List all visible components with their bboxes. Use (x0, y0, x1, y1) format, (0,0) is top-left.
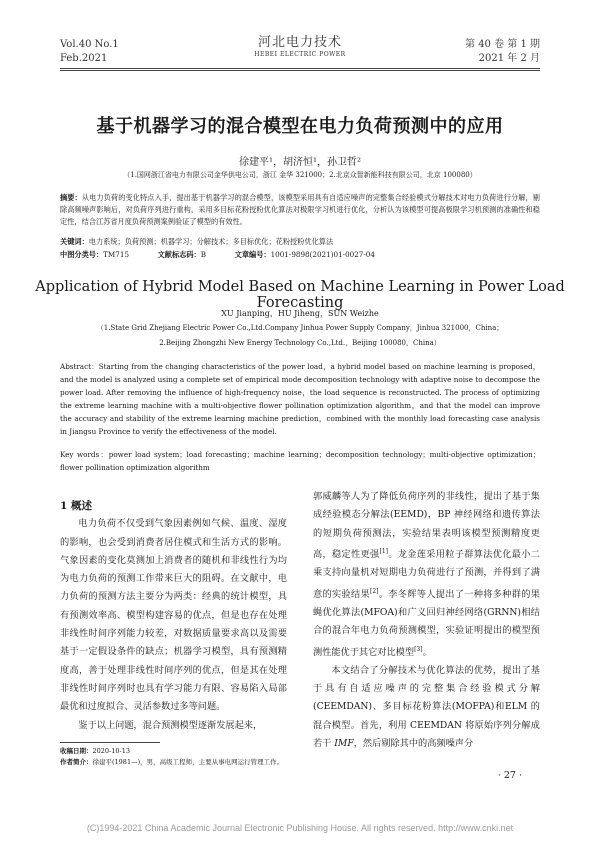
abstract-en (60, 360, 540, 438)
body-paragraph: 鉴于以上问题，混合预测模型逐渐发展起来， (78, 719, 263, 731)
keywords-en-text: power load system；load forecasting；machine learning；decomposition technology；multi-objective optimization；flower pollination optimization algorithm (60, 450, 540, 472)
header-rule (60, 68, 540, 69)
abstract-cn-text: 从电力负荷的变化特点入手，提出基于机器学习的混合模型，该模型采用具有自适应噪声的完整集合经验模式分解技术对电力负荷进行分解，剔除高频噪声影响后，对负荷序列进行重构，采用多目标花粉授粉优化算法对极限学习机进行优化，分析认为该模型可提高极限学习机预测的准确性和稳定性，结合江苏省月度负荷预测案例验证了模型的有效性。 (60, 193, 540, 226)
received-label: 收稿日期： (60, 747, 93, 755)
keywords-cn-label: 关键词： (60, 237, 89, 246)
imf-term: IMF (334, 738, 354, 750)
volume-label: Vol.40 No.1 (60, 39, 119, 50)
abstract-en-text: Starting from the changing characteristics of the power load，a hybrid model based on machine learning is proposed，and the model is analyzed using a complete set of empirical mode decomposition technology with adaptive noise to decompose the power load. After removing the influence of high-frequency noise，the load sequence is reconstructed. The process of optimizing the extreme learning machine with a multi-objective flower pollination optimization algorithm，and that the model can improve the accuracy and stability of the extreme learning machine prediction，combined with the monthly load forecasting case analysis in Jiangsu Province to verify the effectiveness of the model. (60, 362, 540, 436)
body-paragraph (313, 662, 540, 753)
journal-name-en: HEBEI ELECTRIC POWER (254, 51, 346, 58)
paper-title-en: Application of Hybrid Model Based on Machine Learning in Power Load Forecasting (35, 279, 565, 311)
classification-line (60, 249, 540, 261)
authors-en: XU Jianping，HU Jiheng，SUN Weizhe (221, 309, 379, 318)
para-text: 本文结合了分解技术与优化算法的优势，提出了基于具有自适应噪声的完整集合经验模式分解(CEEMDAN)、多目标花粉算法(MOFPA)和ELM 的混合模型。首先，利用 CEEMDAN 将原始序列分解成若干 (313, 664, 540, 750)
doccode-label: 文献标志码： (157, 250, 201, 259)
issue-date-cn: 2021 年 2 月 (478, 53, 540, 64)
header-rule-double (60, 70, 540, 71)
keywords-en (60, 448, 540, 474)
doccode-value: B (200, 250, 207, 259)
para-text: 。李冬辉等人提出了一种将多种群的果蝇优化算法(MFOA)和广义回归神经网络(GRNN)相结合的混合年电力负荷预测模型，实验证明提出的模型预测性能优于其它对比模型 (313, 588, 540, 658)
authors-cn: 徐建平¹，胡济恒¹，孙卫哲² (238, 157, 362, 168)
abstract-cn (60, 192, 540, 228)
issue-date-en: Feb.2021 (60, 53, 108, 64)
affiliation-en-1: （1.State Grid Zhejiang Electric Power Co.,Ltd.Company Jinhua Power Supply Company，Jinhua 321000，China； (96, 324, 504, 332)
affiliation-cn: （1.国网浙江省电力有限公司金华供电公司，浙江 金华 321000；2.北京众智新能科技有限公司，北京 100080） (123, 171, 477, 179)
page-number: · 27 · (497, 770, 522, 781)
author-label: 作者简介： (60, 758, 93, 766)
articleno-label: 文章编号： (234, 250, 271, 259)
abstract-cn-label: 摘要： (60, 193, 82, 202)
body-paragraph: 电力负荷不仅受到气象因素例如气候、温度、湿度的影响，也会受到消费者居住模式和生活方式的影响。气象因素的变化莫测加上消费者的随机和非线性行为均为电力负荷的预测工作带来巨大的阻碍。在文献中，电力负荷的预测方法主要分为两类：经典的统计模型，具有预测效率高、模型构建容易的优点，但是也存在处理非线性时间序列能力较差，对数据质量要求高以及需要基于一定假设条件的缺点；机器学习模型，具有预测精度高，善于处理非线性时间序列的优点，但是其在处理非线性时间序列时也具有学习能力有限、容易陷入局部最优和过度拟合、灵活参数过多等问题。 (60, 518, 287, 713)
received-date: 2020-10-13 (92, 747, 130, 755)
abstract-en-label: Abstract： (60, 362, 99, 371)
footnote-author (60, 757, 360, 768)
footnote-received (60, 746, 300, 757)
section-1-heading: 1 概述 (60, 500, 92, 512)
left-column (60, 497, 287, 735)
issue-label-cn: 第 40 卷 第 1 期 (465, 39, 540, 50)
classno-label: 中图分类号： (60, 250, 104, 259)
body-paragraph (313, 488, 540, 662)
citation-3[interactable]: [3] (414, 645, 423, 653)
para-text: 郭威麟等人为了降低负荷序列的非线性，提出了基于集成经验模态分解法(EEMD)，BP 神经网络和遗传算法的短期负荷预测法，实验结果表明该模型预测精度更高，稳定性更强 (313, 491, 540, 560)
author-bio: 徐建平(1981—)，男，高级工程师，主要从事电网运行管理工作。 (92, 758, 284, 766)
affiliation-en-2: 2.Beijing Zhongzhi New Energy Technology Co.,Ltd.，Beijing 100080，China） (159, 339, 441, 347)
classno-value: TM715 (103, 250, 130, 259)
keywords-en-label: Key words： (60, 450, 109, 459)
keywords-cn-text: 电力系统；负荷预测；机器学习；分解技术；多目标优化；花粉授粉优化算法 (88, 237, 334, 246)
footnote-rule (60, 742, 160, 743)
articleno-value: 1001-9898(2021)01-0027-04 (270, 250, 375, 259)
paper-title-cn: 基于机器学习的混合模型在电力负荷预测中的应用 (96, 116, 504, 137)
citation-1[interactable]: [1] (379, 547, 388, 555)
right-column (313, 488, 540, 753)
para-text: 。 (422, 646, 432, 658)
journal-name-cn: 河北电力技术 (257, 35, 342, 50)
para-text: 。龙金莲采用粒子群算法优化最小二乘支持向量机对短期电力负荷进行了预测，并得到了满意的实验结果 (313, 548, 540, 600)
para-text: ，然后剔除其中的高频噪声分 (353, 738, 474, 750)
keywords-cn (60, 236, 540, 248)
journal-issue (465, 38, 540, 66)
copyright-footer: (C)1994-2021 China Academic Journal Electronic Publishing House. All rights reserved. http://www.cnki.net (86, 823, 514, 833)
citation-2[interactable]: [2] (370, 587, 379, 595)
